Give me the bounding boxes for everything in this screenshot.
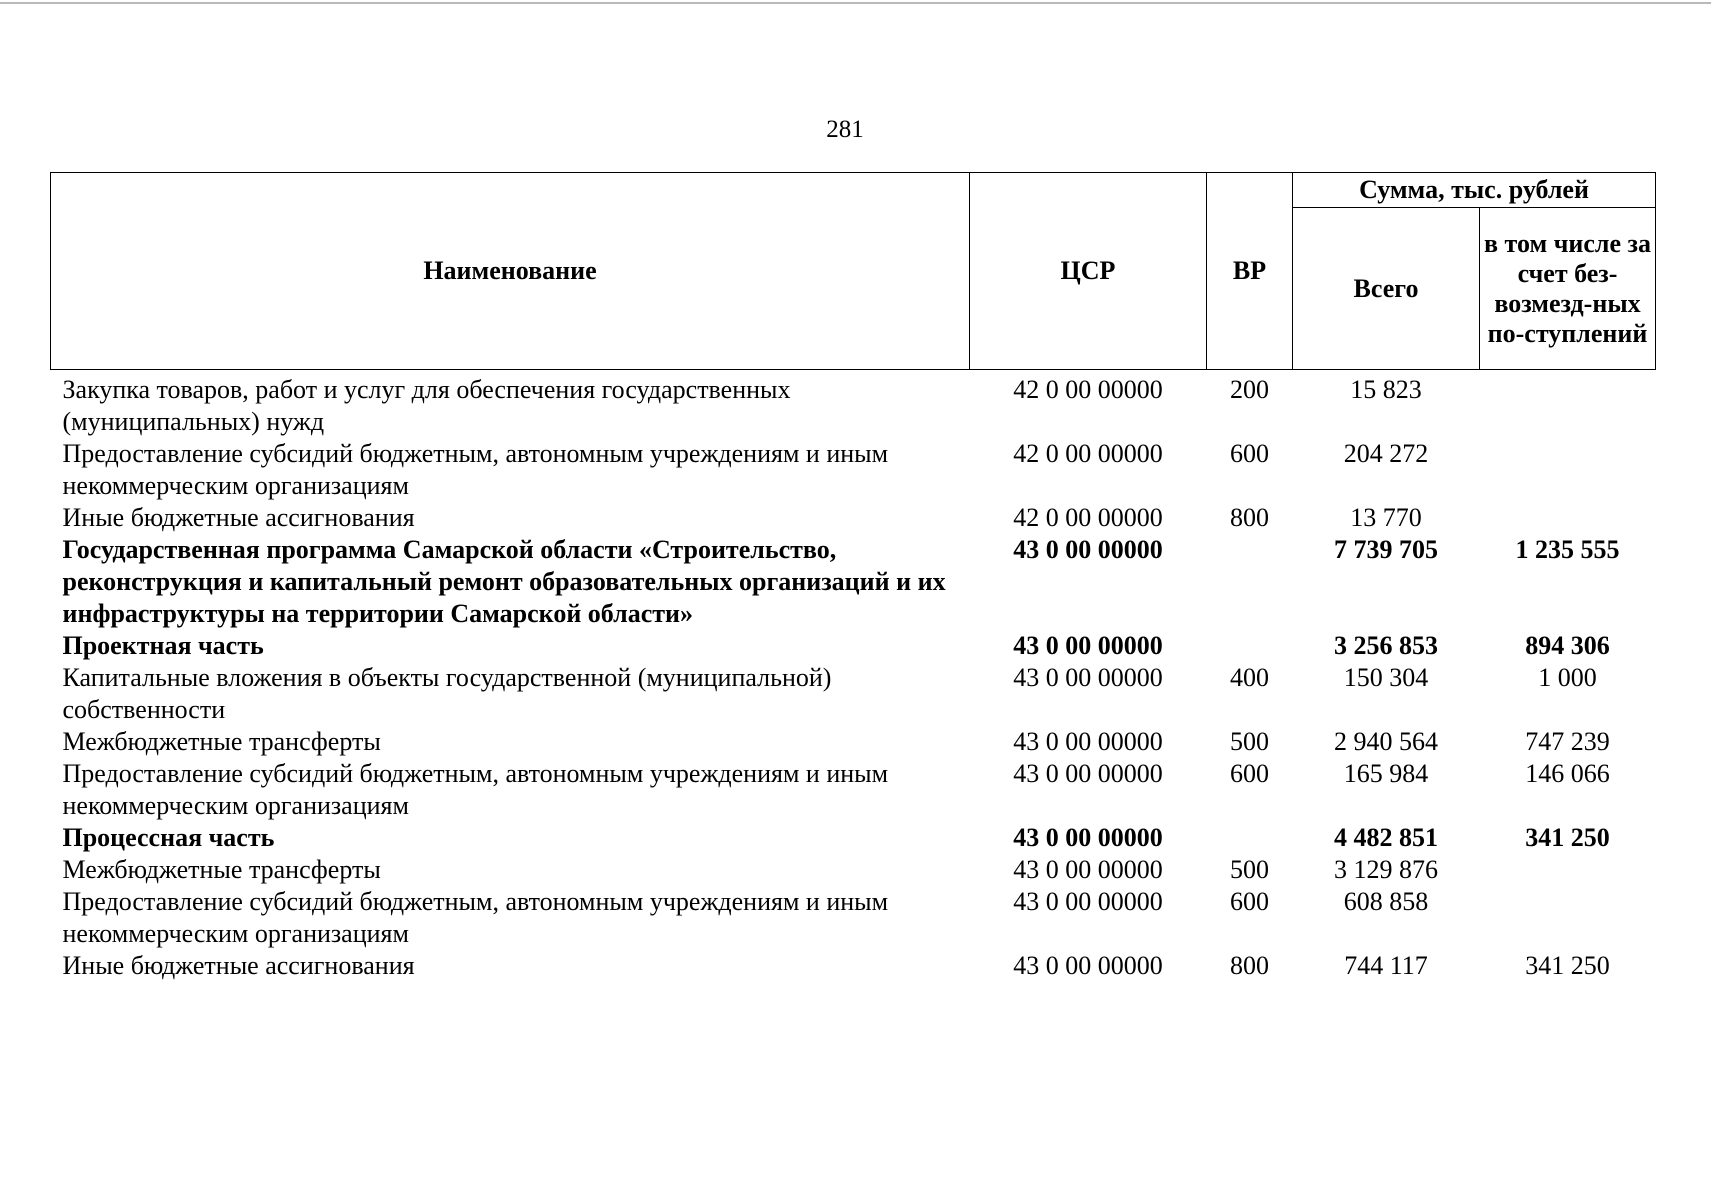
row-name: Государственная программа Самарской области «Строительство, реконструкция и капитальный ремонт образовательных организаций и их инфраструктуры на территории Самарской области» xyxy=(62,535,946,628)
header-vr: ВР xyxy=(1207,173,1293,370)
row-vr: 600 xyxy=(1230,439,1269,468)
row-free: 747 239 xyxy=(1525,727,1610,756)
row-name: Закупка товаров, работ и услуг для обеспечения государственных (муниципальных) нужд xyxy=(62,375,791,436)
page-number: 281 xyxy=(826,116,864,143)
row-csr: 43 0 00 00000 xyxy=(1013,535,1163,564)
row-name: Предоставление субсидий бюджетным, автономным учреждениям и иным некоммерческим организациям xyxy=(62,887,889,948)
row-csr: 43 0 00 00000 xyxy=(1013,663,1163,692)
header-free-receipts: в том числе за счет без-возмезд-ных по-ступлений xyxy=(1480,208,1656,370)
row-free xyxy=(1480,438,1656,502)
row-free: 1 000 xyxy=(1538,663,1597,692)
row-csr: 43 0 00 00000 xyxy=(1013,951,1163,980)
row-total: 4 482 851 xyxy=(1334,823,1438,852)
row-csr: 42 0 00 00000 xyxy=(1013,439,1163,468)
row-name: Предоставление субсидий бюджетным, автономным учреждениям и иным некоммерческим организациям xyxy=(62,439,889,500)
header-sum-group: Сумма, тыс. рублей xyxy=(1293,173,1656,208)
row-vr: 600 xyxy=(1230,759,1269,788)
row-total: 2 940 564 xyxy=(1334,727,1438,756)
header-name: Наименование xyxy=(51,173,970,370)
row-vr: 800 xyxy=(1230,951,1269,980)
row-total: 744 117 xyxy=(1344,951,1428,980)
row-csr: 43 0 00 00000 xyxy=(1013,727,1163,756)
row-free: 146 066 xyxy=(1525,759,1610,788)
table-row xyxy=(51,950,1656,982)
table-body xyxy=(51,370,1656,983)
row-name: Межбюджетные трансферты xyxy=(62,727,381,756)
row-total: 150 304 xyxy=(1343,663,1429,692)
row-free: 894 306 xyxy=(1525,631,1610,660)
budget-table xyxy=(50,172,1656,982)
table-row xyxy=(51,438,1656,502)
row-total: 165 984 xyxy=(1343,759,1429,788)
row-name: Межбюджетные трансферты xyxy=(62,855,381,884)
header-total: Всего xyxy=(1293,208,1480,370)
row-total: 608 858 xyxy=(1343,887,1429,916)
row-name: Капитальные вложения в объекты государственной (муниципальной) собственности xyxy=(62,663,832,724)
table-row xyxy=(51,534,1656,630)
table-row xyxy=(51,822,1656,854)
table-row xyxy=(51,630,1656,662)
row-csr: 43 0 00 00000 xyxy=(1013,855,1163,884)
row-name: Процессная часть xyxy=(62,823,275,852)
row-total: 3 256 853 xyxy=(1334,631,1438,660)
row-free: 341 250 xyxy=(1525,823,1610,852)
row-vr: 600 xyxy=(1230,887,1269,916)
row-vr xyxy=(1207,822,1293,854)
row-csr: 43 0 00 00000 xyxy=(1013,631,1163,660)
row-free xyxy=(1480,886,1656,950)
row-name: Проектная часть xyxy=(62,631,264,660)
row-vr xyxy=(1207,534,1293,630)
table-row xyxy=(51,370,1656,439)
row-name: Иные бюджетные ассигнования xyxy=(62,503,415,532)
row-vr: 200 xyxy=(1230,375,1269,404)
row-csr: 42 0 00 00000 xyxy=(1013,375,1163,404)
row-total: 204 272 xyxy=(1343,439,1429,468)
row-total: 3 129 876 xyxy=(1334,855,1438,884)
row-vr: 500 xyxy=(1230,727,1269,756)
row-csr: 43 0 00 00000 xyxy=(1013,887,1163,916)
row-total: 13 770 xyxy=(1350,503,1422,532)
top-border-line xyxy=(0,2,1711,4)
row-name: Иные бюджетные ассигнования xyxy=(62,951,415,980)
row-vr: 800 xyxy=(1230,503,1269,532)
row-free: 341 250 xyxy=(1525,951,1610,980)
row-free xyxy=(1480,370,1656,439)
row-free xyxy=(1480,502,1656,534)
row-free: 1 235 555 xyxy=(1515,535,1620,564)
table-row xyxy=(51,758,1656,822)
row-total: 15 823 xyxy=(1350,375,1422,404)
table-row xyxy=(51,502,1656,534)
row-vr xyxy=(1207,630,1293,662)
row-vr: 500 xyxy=(1230,855,1269,884)
row-total: 7 739 705 xyxy=(1334,535,1438,564)
table-row xyxy=(51,662,1656,726)
row-free xyxy=(1480,854,1656,886)
table-row xyxy=(51,726,1656,758)
header-csr: ЦСР xyxy=(970,173,1207,370)
row-csr: 43 0 00 00000 xyxy=(1013,759,1163,788)
row-csr: 43 0 00 00000 xyxy=(1013,823,1163,852)
row-vr: 400 xyxy=(1230,663,1269,692)
row-csr: 42 0 00 00000 xyxy=(1013,503,1163,532)
row-name: Предоставление субсидий бюджетным, автономным учреждениям и иным некоммерческим организациям xyxy=(62,759,889,820)
table-row xyxy=(51,854,1656,886)
table-row xyxy=(51,886,1656,950)
